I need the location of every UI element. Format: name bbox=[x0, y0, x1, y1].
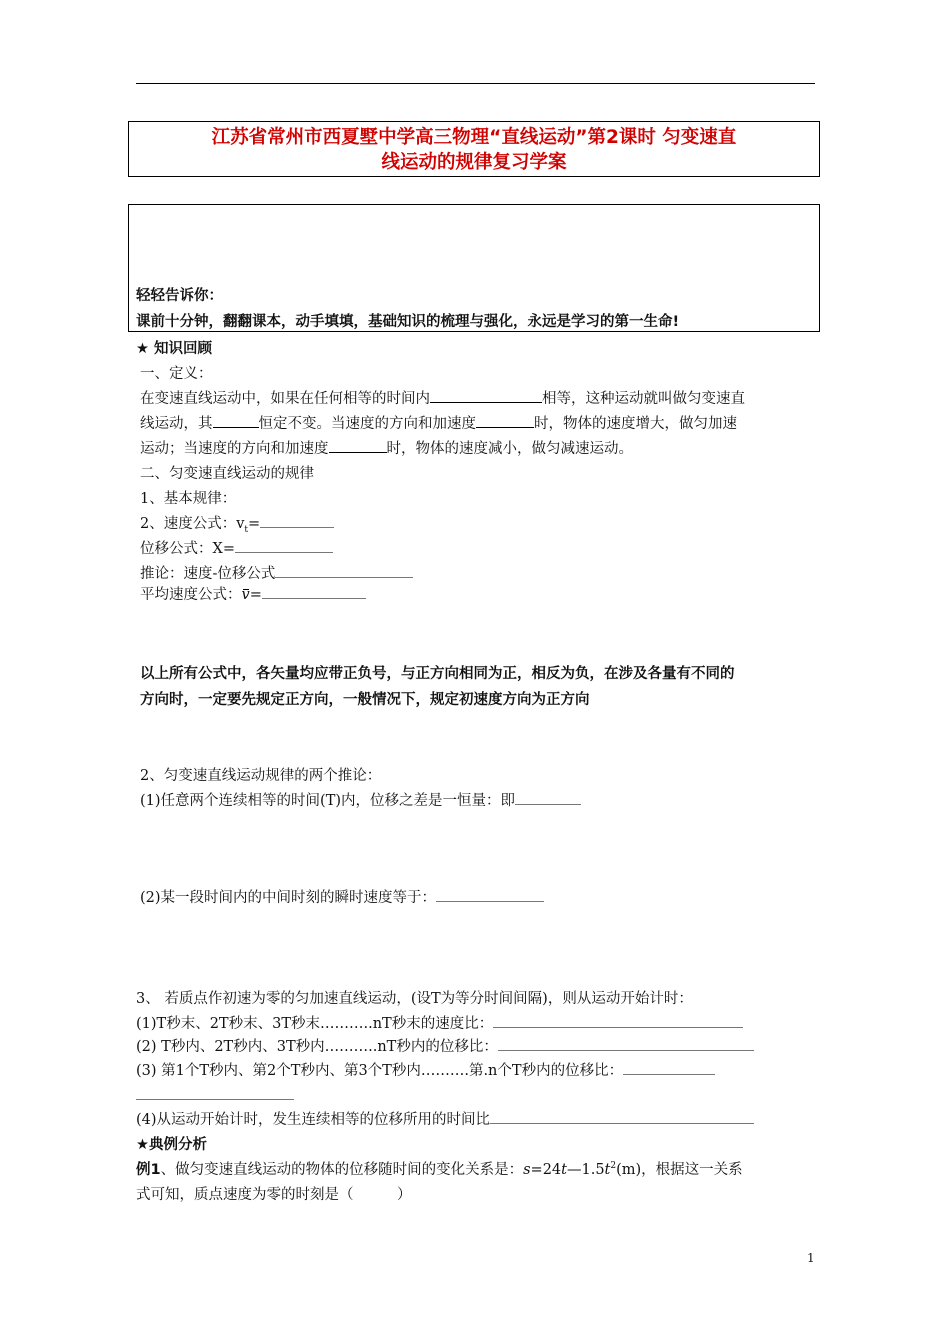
blank-mid-time-velocity[interactable] bbox=[436, 887, 544, 902]
definition-title: 一、定义： bbox=[140, 366, 213, 382]
basic-rules: 1、基本规律： bbox=[140, 491, 237, 507]
example-1-line-1: 例1、做匀变速直线运动的物体的位移随时间的变化关系是：$s=24t—1.5t^2(m)$，根据这一关系 bbox=[136, 1161, 743, 1178]
blank-velocity-displacement[interactable] bbox=[275, 563, 413, 578]
knowledge-review-heading: ★ 知识回顾 bbox=[136, 341, 213, 357]
blank-time-ratio[interactable] bbox=[490, 1109, 754, 1124]
title-line-1: 江苏省常州市西夏墅中学高三物理“直线运动”第2课时 匀变速直 bbox=[211, 127, 737, 148]
blank-displacement-difference[interactable] bbox=[515, 790, 581, 805]
tip-heading: 轻轻告诉你： bbox=[136, 288, 223, 304]
example-1-line-2: 式可知，质点速度为零的时刻是（ ） bbox=[136, 1187, 412, 1203]
blank-interval-displacement-ratio-cont[interactable] bbox=[136, 1085, 294, 1100]
v-bar-symbol: v bbox=[241, 587, 250, 603]
title-line-2: 线运动的规律复习学案 bbox=[381, 152, 567, 173]
example-analysis-heading: ★典例分析 bbox=[136, 1137, 207, 1153]
ratio-item-3: (3) 第1个T秒内、第2个T秒内、第3个T秒内……….第.n个T秒内的位移比： bbox=[136, 1059, 715, 1080]
ratio-item-1: (1)T秒末、2T秒末、3T秒末………..nT秒末的速度比： bbox=[136, 1012, 743, 1033]
inferences-title: 2、匀变速直线运动规律的两个推论： bbox=[140, 768, 382, 784]
uniform-acceleration-intro: 3、 若质点作初速为零的匀加速直线运动，(设T为等分时间间隔)，则从运动开始计时： bbox=[136, 991, 693, 1007]
definition-line-1: 在变速直线运动中，如果在任何相等的时间内 相等，这种运动就叫做匀变速直 bbox=[140, 387, 745, 408]
header-rule bbox=[136, 83, 815, 84]
inference-1: (1)任意两个连续相等的时间(T)内，位移之差是一恒量：即 bbox=[140, 789, 581, 810]
sign-convention-note-2: 方向时，一定要先规定正方向，一般情况下，规定初速度方向为正方向 bbox=[140, 692, 590, 708]
inference-2: (2)某一段时间内的中间时刻的瞬时速度等于： bbox=[140, 886, 544, 907]
blank-speed-formula[interactable] bbox=[260, 513, 334, 528]
page-number: 1 bbox=[807, 1251, 815, 1265]
speed-formula: 2、速度公式：$v_t=$ bbox=[140, 512, 334, 535]
average-speed-formula: 平均速度公式：v= bbox=[140, 583, 366, 604]
ratio-item-2: (2) T秒内、2T秒内、3T秒内………..nT秒内的位移比： bbox=[136, 1035, 754, 1056]
title-box bbox=[128, 121, 820, 177]
velocity-displacement-formula: 推论：速度-位移公式 bbox=[140, 562, 413, 583]
tip-body: 课前十分钟，翻翻课本，动手填填，基础知识的梳理与强化，永远是学习的第一生命! bbox=[136, 314, 680, 330]
blank-velocity-ratio[interactable] bbox=[493, 1013, 743, 1028]
blank-displacement-formula[interactable] bbox=[235, 538, 333, 553]
blank-constant-quantity[interactable] bbox=[213, 413, 259, 428]
definition-line-3: 运动；当速度的方向和加速度 时，物体的速度减小，做匀减速运动。 bbox=[140, 437, 633, 458]
sign-convention-note-1: 以上所有公式中，各矢量均应带正负号，与正方向相同为正，相反为负，在涉及各量有不同的 bbox=[140, 666, 735, 682]
rules-title: 二、匀变速直线运动的规律 bbox=[140, 466, 314, 482]
example-1-label: 例1 bbox=[136, 1162, 161, 1178]
blank-displacement-ratio[interactable] bbox=[498, 1036, 754, 1051]
ratio-item-4: (4)从运动开始计时，发生连续相等的位移所用的时间比 bbox=[136, 1108, 754, 1129]
displacement-formula: 位移公式：X= bbox=[140, 537, 333, 558]
definition-line-2: 线运动，其 恒定不变。当速度的方向和加速度 时，物体的速度增大，做匀加速 bbox=[140, 412, 737, 433]
blank-direction-decelerate[interactable] bbox=[329, 438, 387, 453]
blank-interval-displacement-ratio[interactable] bbox=[623, 1060, 715, 1075]
blank-equal-quantity[interactable] bbox=[430, 388, 542, 403]
blank-direction-accelerate[interactable] bbox=[476, 413, 534, 428]
blank-average-speed[interactable] bbox=[262, 584, 366, 599]
